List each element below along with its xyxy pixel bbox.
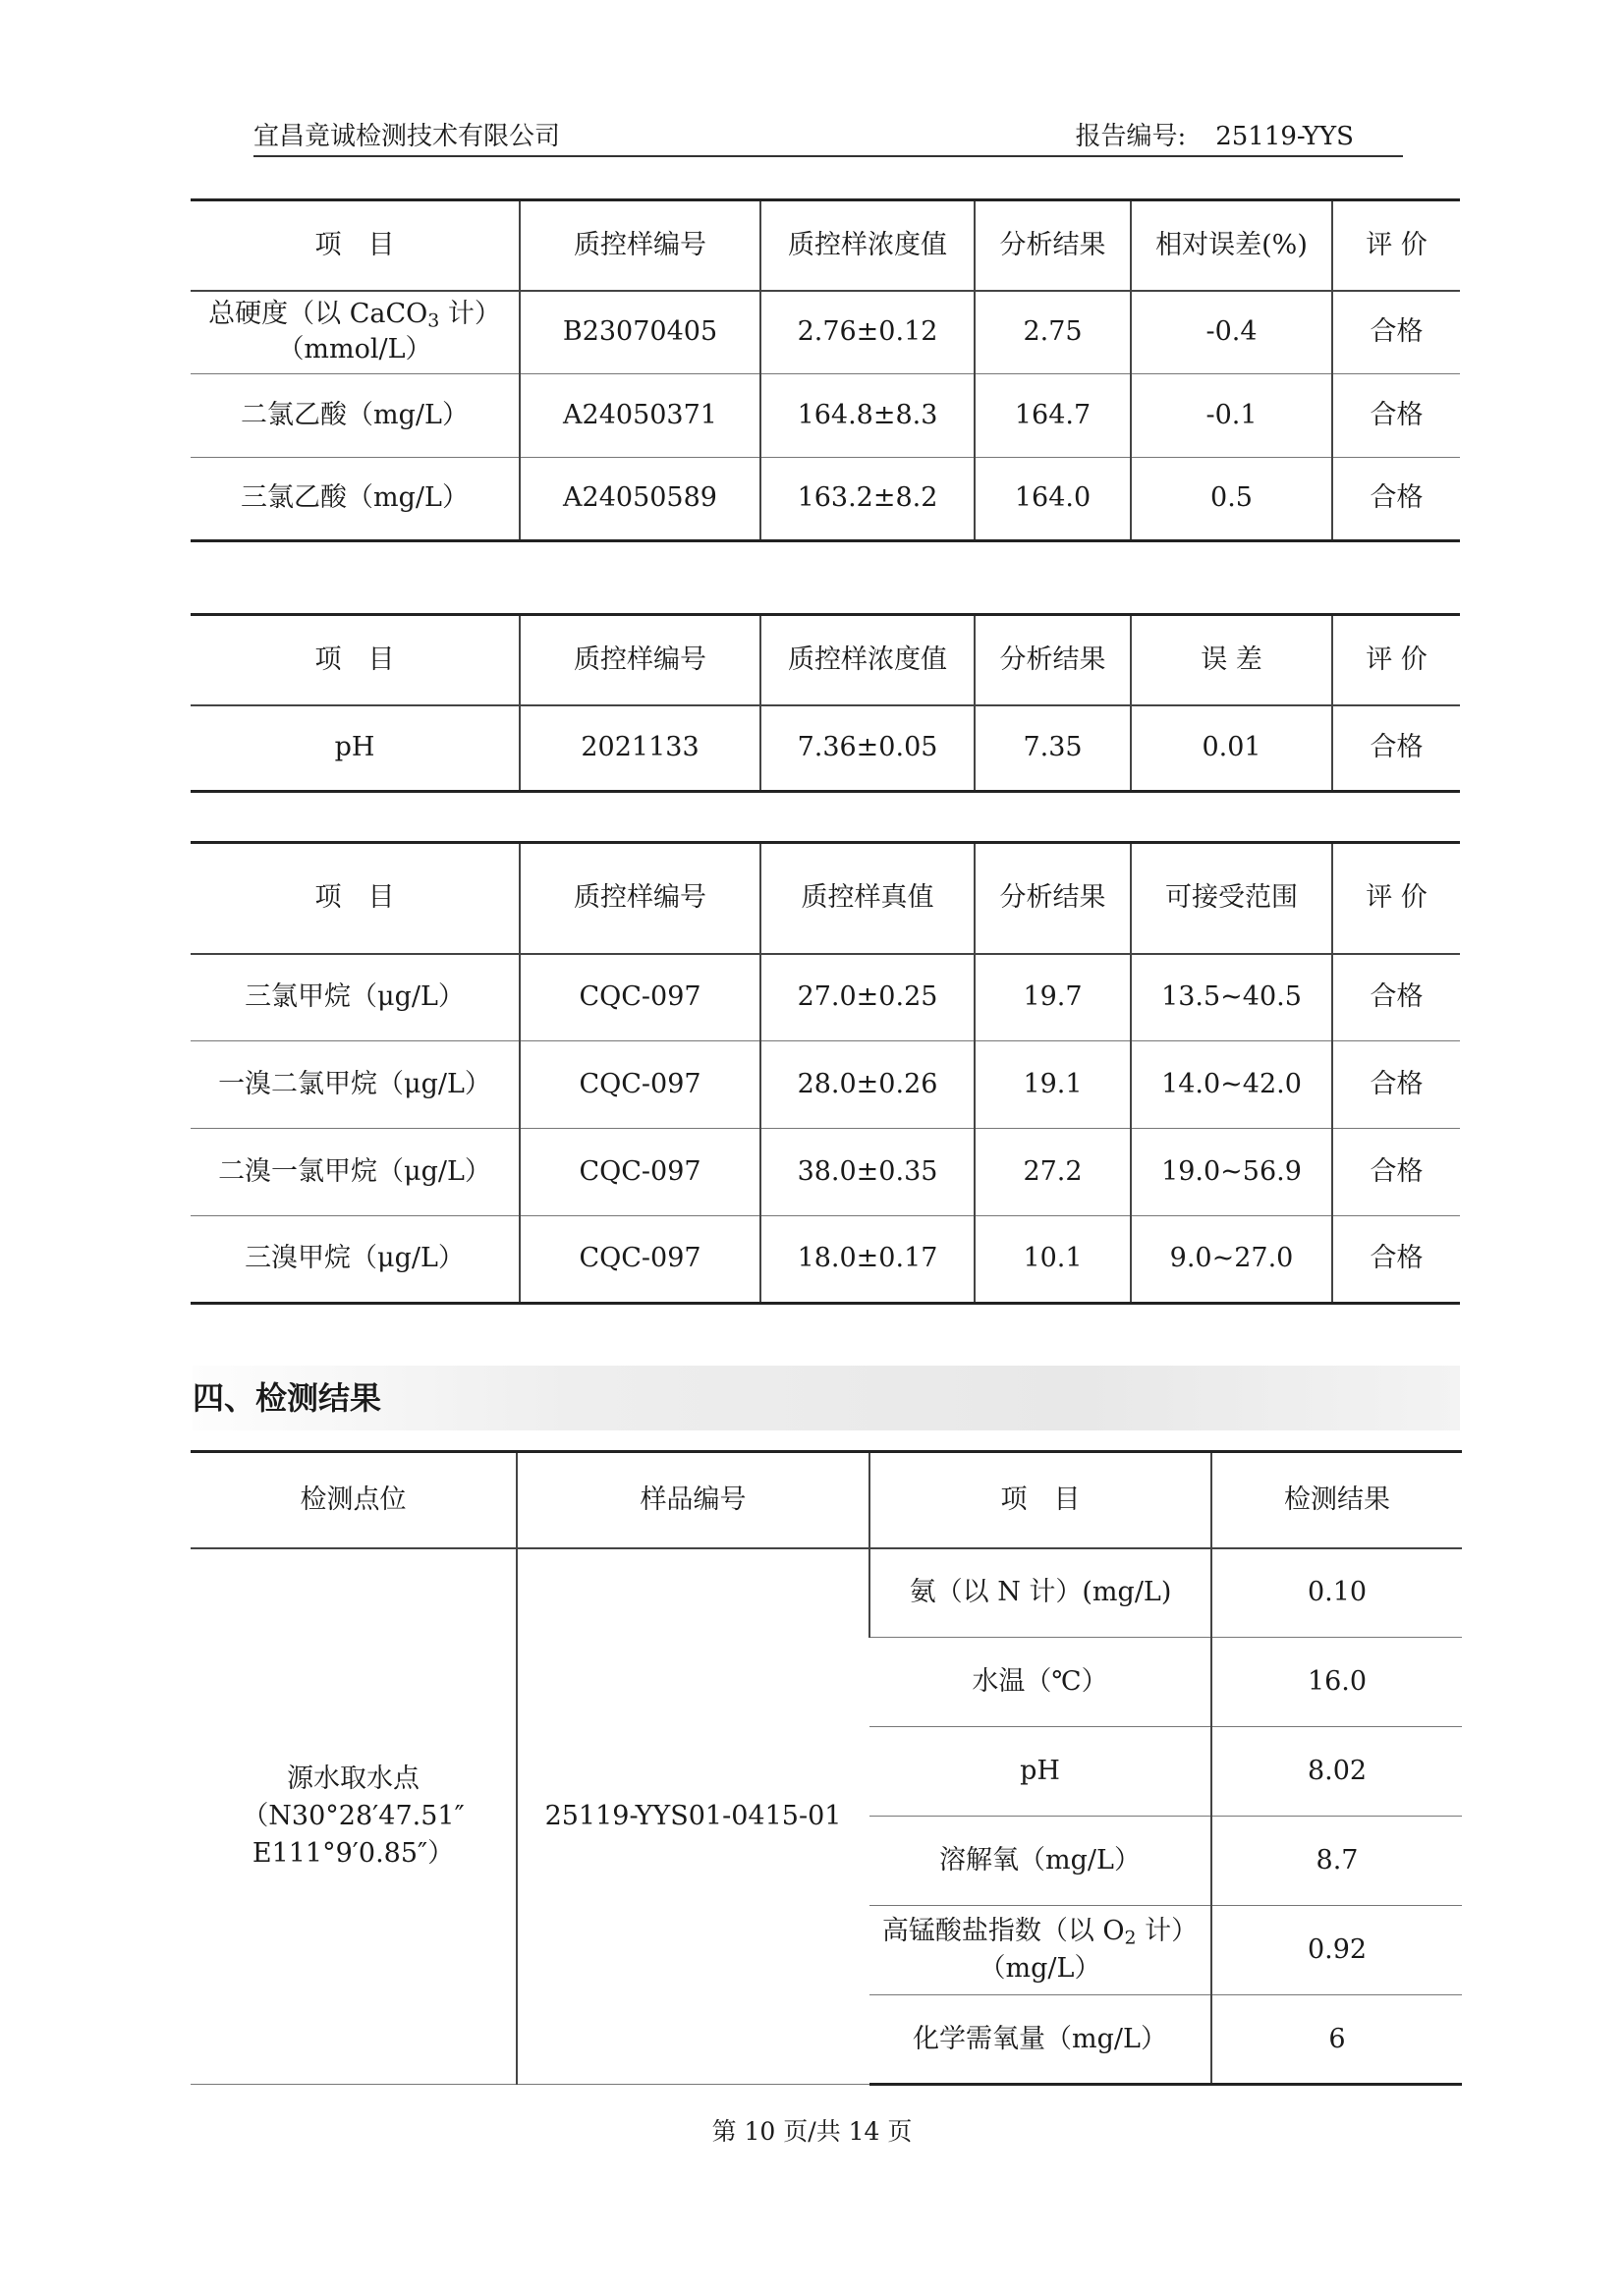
cell-value: 28.0±0.26 [760, 1041, 975, 1129]
cell-item: 三溴甲烷（μg/L） [191, 1216, 520, 1304]
cell-result: 2.75 [975, 291, 1131, 374]
cell-item: 一溴二氯甲烷（μg/L） [191, 1041, 520, 1129]
cell-result: 0.10 [1211, 1548, 1462, 1638]
section-title: 四、检测结果 [193, 1366, 1460, 1430]
cell-value: 7.36±0.05 [760, 705, 975, 792]
table-header-row [191, 200, 1460, 291]
page-header [253, 116, 1403, 157]
cell-item: pH [869, 1727, 1211, 1817]
header-result: 分析结果 [975, 615, 1131, 705]
header-item: 项 目 [191, 200, 520, 291]
qc-table-error [191, 613, 1460, 793]
header-value: 质控样真值 [760, 843, 975, 954]
cell-item: 溶解氧（mg/L） [869, 1817, 1211, 1906]
cell-code: 2021133 [520, 705, 760, 792]
header-item: 项 目 [191, 615, 520, 705]
cell-eval: 合格 [1332, 1129, 1460, 1216]
cell-value: 27.0±0.25 [760, 954, 975, 1041]
company-name: 宜昌竟诚检测技术有限公司 [253, 122, 561, 151]
cell-code: CQC-097 [520, 1129, 760, 1216]
cell-range: 19.0~56.9 [1131, 1129, 1332, 1216]
cell-result: 16.0 [1211, 1638, 1462, 1727]
header-result: 检测结果 [1211, 1452, 1462, 1548]
header-code: 质控样编号 [520, 843, 760, 954]
cell-range: 13.5~40.5 [1131, 954, 1332, 1041]
cell-item: 高锰酸盐指数（以 $O_2$ 计） （mg/L） [869, 1906, 1211, 1995]
cell-code: A24050371 [520, 374, 760, 458]
table-header-row [191, 1452, 1462, 1548]
header-value: 质控样浓度值 [760, 200, 975, 291]
report-number: 25119-YYS [1215, 122, 1354, 151]
cell-item: 三氯甲烷（μg/L） [191, 954, 520, 1041]
cell-range: 9.0~27.0 [1131, 1216, 1332, 1304]
cell-range: 14.0~42.0 [1131, 1041, 1332, 1129]
header-eval: 评 价 [1332, 615, 1460, 705]
cell-result: 6 [1211, 1995, 1462, 2085]
page-number: 10 [744, 2117, 776, 2146]
page-footer: 第 10 页/共 14 页 [711, 2117, 913, 2146]
cell-eval: 合格 [1332, 705, 1460, 792]
header-value: 质控样浓度值 [760, 615, 975, 705]
test-results-table [191, 1450, 1462, 2086]
header-item: 项 目 [191, 843, 520, 954]
cell-eval: 合格 [1332, 458, 1460, 541]
cell-item: 二溴一氯甲烷（μg/L） [191, 1129, 520, 1216]
header-result: 分析结果 [975, 200, 1131, 291]
cell-error: 0.5 [1131, 458, 1332, 541]
cell-item: 三氯乙酸（mg/L） [191, 458, 520, 541]
cell-code: B23070405 [520, 291, 760, 374]
cell-error: -0.1 [1131, 374, 1332, 458]
table-row [191, 1548, 1462, 1638]
cell-result: 164.0 [975, 458, 1131, 541]
cell-item: 二氯乙酸（mg/L） [191, 374, 520, 458]
report-number-label: 报告编号: [1075, 122, 1187, 151]
cell-error: -0.4 [1131, 291, 1332, 374]
cell-item: 总硬度（以 CaCO$_3$ 计） （mmol/L） [191, 291, 520, 374]
cell-code: A24050589 [520, 458, 760, 541]
table-row [191, 1041, 1460, 1129]
header-eval: 评 价 [1332, 843, 1460, 954]
cell-eval: 合格 [1332, 374, 1460, 458]
cell-result: 27.2 [975, 1129, 1131, 1216]
header-error: 误 差 [1131, 615, 1332, 705]
cell-value: 2.76±0.12 [760, 291, 975, 374]
header-location: 检测点位 [191, 1452, 517, 1548]
cell-error: 0.01 [1131, 705, 1332, 792]
cell-result: 8.7 [1211, 1817, 1462, 1906]
cell-location: 源水取水点 （N30°28′47.51″ E111°9′0.85″） [191, 1548, 517, 2085]
qc-table-relative-error [191, 198, 1460, 542]
report-number-block [1075, 116, 1354, 152]
cell-eval: 合格 [1332, 291, 1460, 374]
cell-sample-id: 25119-YYS01-0415-01 [517, 1548, 869, 2085]
cell-result: 7.35 [975, 705, 1131, 792]
header-error: 相对误差(%) [1131, 200, 1332, 291]
cell-result: 164.7 [975, 374, 1131, 458]
cell-value: 18.0±0.17 [760, 1216, 975, 1304]
cell-item: 化学需氧量（mg/L） [869, 1995, 1211, 2085]
qc-table-range [191, 841, 1460, 1305]
table-row [191, 291, 1460, 374]
cell-value: 163.2±8.2 [760, 458, 975, 541]
table-row [191, 1216, 1460, 1304]
cell-eval: 合格 [1332, 1041, 1460, 1129]
cell-code: CQC-097 [520, 1041, 760, 1129]
table-header-row [191, 843, 1460, 954]
cell-result: 19.1 [975, 1041, 1131, 1129]
cell-result: 10.1 [975, 1216, 1131, 1304]
cell-result: 0.92 [1211, 1906, 1462, 1995]
table-row [191, 954, 1460, 1041]
total-pages: 14 [848, 2117, 880, 2146]
cell-value: 164.8±8.3 [760, 374, 975, 458]
header-item: 项 目 [869, 1452, 1211, 1548]
header-code: 质控样编号 [520, 200, 760, 291]
header-eval: 评 价 [1332, 200, 1460, 291]
cell-eval: 合格 [1332, 1216, 1460, 1304]
table-header-row [191, 615, 1460, 705]
table-row [191, 374, 1460, 458]
cell-value: 38.0±0.35 [760, 1129, 975, 1216]
header-sample-id: 样品编号 [517, 1452, 869, 1548]
header-code: 质控样编号 [520, 615, 760, 705]
table-row [191, 1129, 1460, 1216]
cell-item: 氨（以 N 计）(mg/L) [869, 1548, 1211, 1638]
cell-result: 8.02 [1211, 1727, 1462, 1817]
header-result: 分析结果 [975, 843, 1131, 954]
cell-result: 19.7 [975, 954, 1131, 1041]
cell-code: CQC-097 [520, 954, 760, 1041]
table-row [191, 458, 1460, 541]
cell-eval: 合格 [1332, 954, 1460, 1041]
header-range: 可接受范围 [1131, 843, 1332, 954]
cell-code: CQC-097 [520, 1216, 760, 1304]
cell-item: 水温（℃） [869, 1638, 1211, 1727]
cell-item: pH [191, 705, 520, 792]
table-row [191, 705, 1460, 792]
